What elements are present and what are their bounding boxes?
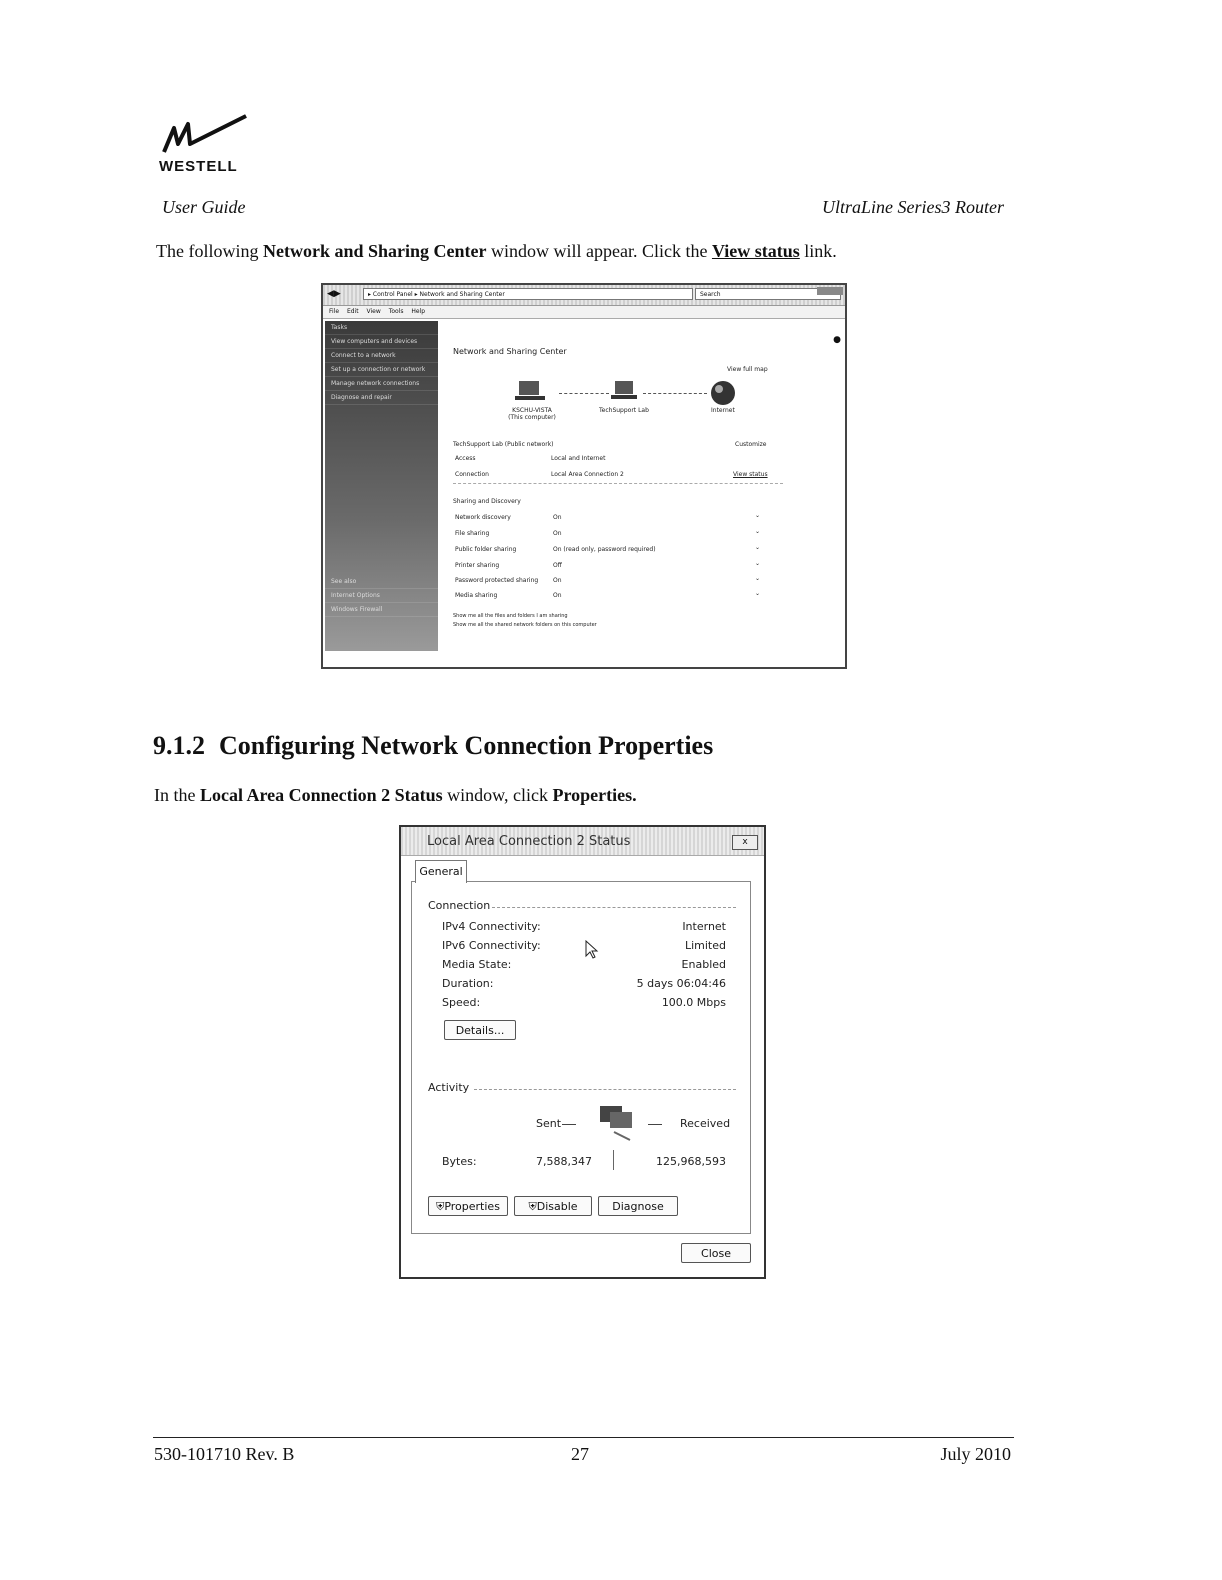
expand-chevron-icon[interactable]: ⌄	[755, 512, 761, 519]
disable-button[interactable]: ⛨Disable	[514, 1196, 592, 1216]
view-full-map-link[interactable]: View full map	[727, 366, 768, 373]
dialog-title-bar	[401, 827, 764, 856]
footer-rule	[153, 1437, 1014, 1438]
westell-logo-icon	[160, 114, 252, 156]
computer-icon	[511, 379, 555, 403]
intro-paragraph: The following Network and Sharing Center window will appear. Click the View status link.	[156, 241, 837, 261]
back-forward-icon[interactable]: ◀▶	[327, 289, 341, 299]
task-manage-connections[interactable]: Manage network connections	[325, 377, 438, 391]
header-right-title: UltraLine Series3 Router	[822, 197, 1004, 217]
internet-label: Internet	[711, 407, 735, 414]
menu-edit[interactable]: Edit	[346, 308, 359, 315]
mouse-cursor-icon	[584, 940, 600, 960]
shield-icon: ⛨	[528, 1200, 537, 1213]
close-icon[interactable]: x	[732, 835, 758, 850]
sharing-label: Media sharing	[455, 592, 498, 599]
sharing-label: Network discovery	[455, 514, 511, 521]
properties-button[interactable]: ⛨Properties	[428, 1196, 508, 1216]
media-state-value: Enabled	[681, 958, 726, 971]
access-label: Access	[455, 455, 476, 462]
nsc-address-bar	[323, 285, 845, 306]
task-diagnose-repair[interactable]: Diagnose and repair	[325, 391, 438, 405]
ipv6-label: IPv6 Connectivity:	[442, 939, 541, 952]
map-link-1	[559, 393, 609, 394]
bytes-divider	[613, 1150, 614, 1170]
nsc-search-field[interactable]: Search	[695, 288, 841, 300]
ipv4-label: IPv4 Connectivity:	[442, 920, 541, 933]
network-sharing-center-screenshot	[321, 283, 847, 669]
see-also-firewall[interactable]: Windows Firewall	[325, 603, 438, 617]
help-icon[interactable]: ●	[833, 335, 841, 345]
sharing-label: Password protected sharing	[455, 577, 539, 584]
duration-label: Duration:	[442, 977, 494, 990]
close-button[interactable]: Close	[681, 1243, 751, 1263]
menu-view[interactable]: View	[366, 308, 381, 315]
footer-date: July 2010	[940, 1444, 1011, 1464]
sharing-value: Off	[553, 562, 562, 569]
nsc-task-pane	[325, 321, 438, 651]
show-files-link[interactable]: Show me all the files and folders I am sharing	[453, 613, 568, 619]
speed-label: Speed:	[442, 996, 481, 1009]
expand-chevron-icon[interactable]: ⌄	[755, 560, 761, 567]
general-tab-panel	[411, 881, 751, 1234]
bytes-received-value: 125,968,593	[656, 1155, 726, 1168]
header-left-title: User Guide	[162, 197, 246, 217]
window-controls[interactable]	[817, 287, 843, 295]
nsc-menu-bar	[323, 306, 845, 319]
network-activity-icon	[594, 1102, 638, 1142]
dialog-title: Local Area Connection 2 Status	[427, 834, 631, 849]
see-also-internet-options[interactable]: Internet Options	[325, 589, 438, 603]
bytes-sent-value: 7,588,347	[536, 1155, 592, 1168]
network-name: TechSupport Lab	[599, 407, 649, 414]
speed-value: 100.0 Mbps	[661, 996, 726, 1009]
globe-icon	[709, 379, 737, 407]
nsc-title: Network and Sharing Center	[453, 347, 567, 356]
divider	[453, 483, 783, 484]
section-title: Configuring Network Connection Properties	[219, 731, 714, 760]
map-link-2	[643, 393, 707, 394]
bytes-label: Bytes:	[442, 1155, 477, 1168]
menu-tools[interactable]: Tools	[388, 308, 404, 315]
ipv6-value: Limited	[684, 939, 726, 952]
network-profile-name: TechSupport Lab (Public network)	[453, 441, 554, 448]
sharing-value: On (read only, password required)	[553, 546, 656, 553]
duration-value: 5 days 06:04:46	[636, 977, 726, 990]
menu-help[interactable]: Help	[411, 308, 426, 315]
menu-file[interactable]: File	[329, 308, 340, 315]
expand-chevron-icon[interactable]: ⌄	[755, 590, 761, 597]
task-setup-connection[interactable]: Set up a connection or network	[325, 363, 438, 377]
footer-doc-number: 530-101710 Rev. B	[154, 1444, 295, 1464]
access-value: Local and Internet	[551, 455, 606, 462]
sharing-value: On	[553, 514, 562, 521]
computer-name: KSCHU-VISTA (This computer)	[508, 407, 556, 421]
sharing-value: On	[553, 577, 562, 584]
section-number: 9.1.2	[153, 731, 205, 760]
view-status-link[interactable]: View status	[711, 241, 800, 261]
connection-label: Connection	[455, 471, 489, 478]
received-line	[648, 1124, 662, 1125]
customize-link[interactable]: Customize	[735, 441, 767, 448]
activity-group-line	[474, 1089, 736, 1090]
sharing-discovery-title: Sharing and Discovery	[453, 498, 521, 505]
ipv4-value: Internet	[682, 920, 726, 933]
sharing-label: Printer sharing	[455, 562, 500, 569]
connection-group-label: Connection	[428, 899, 491, 912]
expand-chevron-icon[interactable]: ⌄	[755, 544, 761, 551]
expand-chevron-icon[interactable]: ⌄	[755, 575, 761, 582]
task-heading: Tasks	[325, 321, 438, 335]
received-label: Received	[680, 1117, 731, 1130]
network-icon	[609, 379, 639, 403]
task-connect-network[interactable]: Connect to a network	[325, 349, 438, 363]
sharing-label: File sharing	[455, 530, 490, 537]
task-view-computers[interactable]: View computers and devices	[325, 335, 438, 349]
tab-general[interactable]: General	[415, 860, 467, 883]
sent-label: Sent	[536, 1117, 562, 1130]
see-also-heading: See also	[325, 575, 438, 589]
brand-name: WESTELL	[159, 158, 238, 175]
footer-page-number: 27	[571, 1444, 589, 1464]
sharing-label: Public folder sharing	[455, 546, 517, 553]
step-paragraph: In the Local Area Connection 2 Status window, click Properties.	[154, 785, 637, 805]
sent-line	[562, 1124, 576, 1125]
show-folders-link[interactable]: Show me all the shared network folders on this computer	[453, 622, 597, 628]
sharing-value: On	[553, 530, 562, 537]
details-button[interactable]: Details...	[444, 1020, 516, 1040]
activity-group-label: Activity	[428, 1081, 470, 1094]
shield-icon: ⛨	[436, 1200, 445, 1213]
sharing-value: On	[553, 592, 562, 599]
connection-value: Local Area Connection 2	[551, 471, 624, 478]
connection-status-dialog	[399, 825, 766, 1279]
section-heading	[153, 731, 713, 761]
diagnose-button[interactable]: Diagnose	[598, 1196, 678, 1216]
nsc-address-field[interactable]: ▸ Control Panel ▸ Network and Sharing Center	[363, 288, 693, 300]
media-state-label: Media State:	[442, 958, 512, 971]
connection-group-line	[492, 907, 736, 908]
view-status-screenshot-link[interactable]: View status	[733, 471, 768, 478]
expand-chevron-icon[interactable]: ⌄	[755, 528, 761, 535]
